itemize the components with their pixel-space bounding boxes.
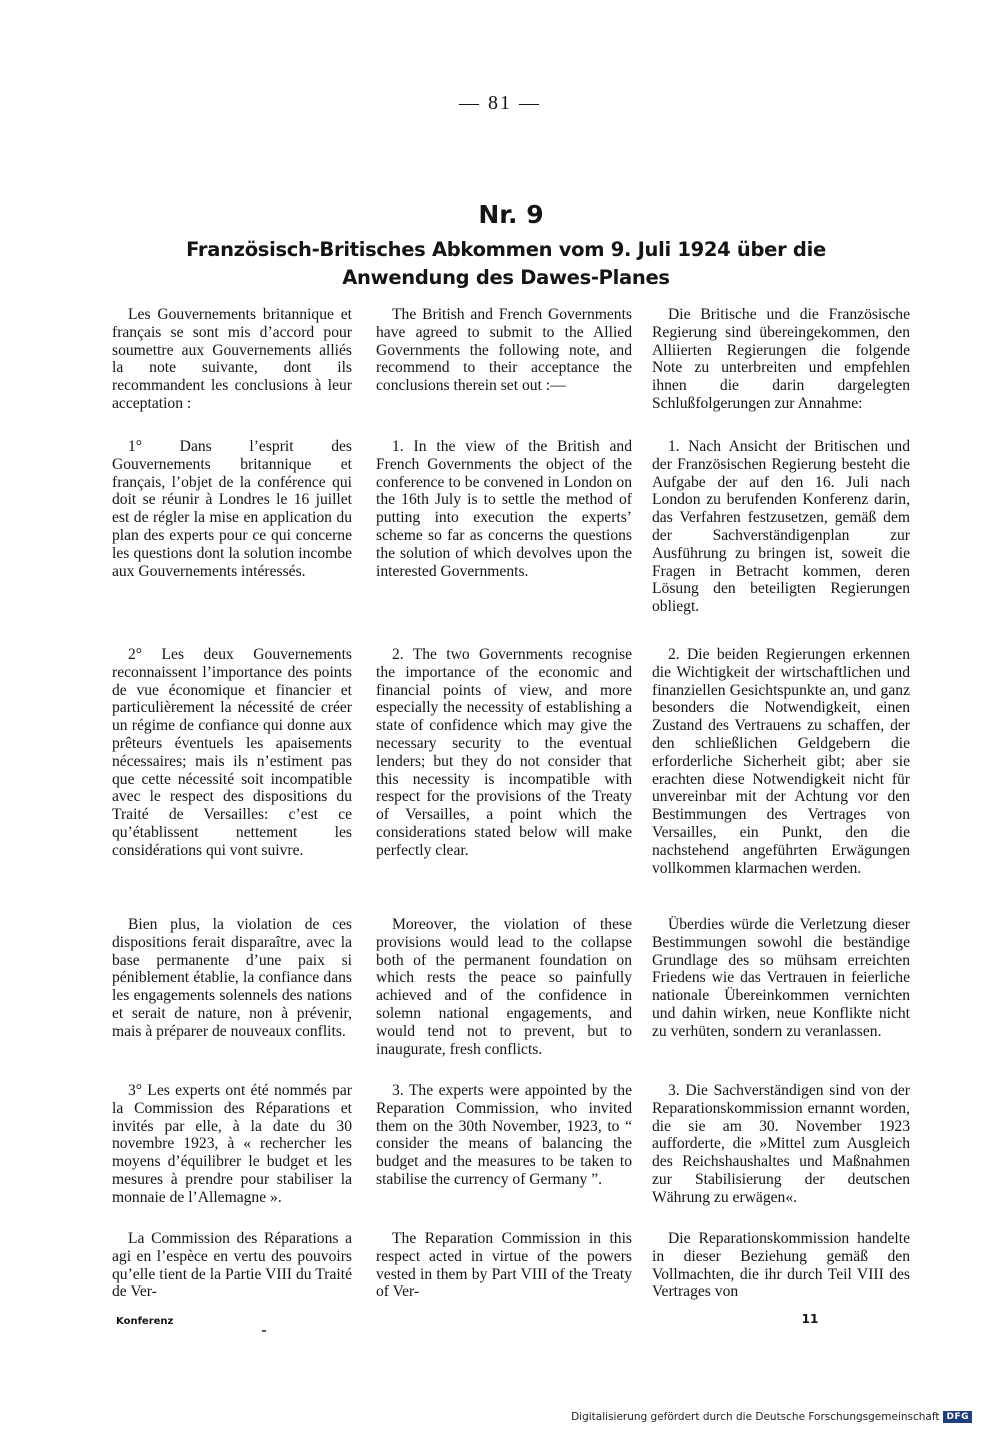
document-number: Nr. 9	[478, 200, 544, 229]
german-paragraph: 3. Die Sachverständigen sind von der Reparationskommission ernannt worden, die sie am 30. November 1923 aufforderte, die »Mittel zum Ausgleich des Reichshaushaltes und Maßnahmen zur Stabilisierung der deutschen Währung zu erwägen«.	[652, 1082, 910, 1206]
english-paragraph: 3. The experts were appointed by the Reparation Commission, who invited them on the 30th November, 1923, to “ consider the means of balancing the budget and the measures to be taken to stabilise the currency of Germany ”.	[376, 1082, 632, 1188]
signature-mark: Konferenz	[116, 1316, 174, 1327]
german-paragraph: 1. Nach Ansicht der Britischen und der Französischen Regierung besteht die Aufgabe der auf den 16. Juli nach London zu berufenden Konferenz darin, das Verfahren festzusetzen, gemäß dem der Sachverständigenplan zur Ausführung zu bringen ist, soweit die Fragen in Betracht kommen, deren Lösung den beteiligten Regierungen obliegt.	[652, 438, 910, 616]
french-paragraph: 1° Dans l’esprit des Gouvernements britannique et français, l’objet de la conférence qui doit se réunir à Londres le 16 juillet est de régler la mise en application du plan des experts pour ce qui concerne les questions dont la solution incombe aux Gouvernements intéressés.	[112, 438, 352, 580]
german-paragraph: Die Britische und die Französische Regierung sind übereingekommen, den Alliierten Regierungen die folgende Note zu unterbreiten und empfehlen ihnen die darin dargelegten Schlußfolgerungen zur Annahme:	[652, 306, 910, 412]
credit-text: Digitalisierung gefördert durch die Deutsche Forschungsgemeinschaft	[571, 1411, 940, 1423]
divider	[262, 1330, 266, 1332]
french-paragraph: Bien plus, la violation de ces dispositions ferait disparaître, avec la base permanente d’une paix si péniblement établie, la confiance dans les engagements solennels des nations et serait de nature, non à prévenir, mais à préparer de nouveaux conflits.	[112, 916, 352, 1040]
german-paragraph: 2. Die beiden Regierungen erkennen die Wichtigkeit der wirtschaftlichen und finanziellen Gesichtspunkte an, und ganz besonders die Notwendigkeit, einen Zustand des Vertrauens zu schaffen, der den schließlichen Geldgebern die erforderliche Sicherheit gibt; aber sie erachten diese Notwendigkeit nicht für unvereinbar mit der Achtung vor den Bestimmungen des Vertrages von Versailles, ein Punkt, den die nachstehend angeführten Erwägungen vollkommen klarmachen werden.	[652, 646, 910, 877]
french-paragraph: 2° Les deux Gouvernements reconnaissent l’importance des points de vue économique et financier et particulièrement la nécessité de créer un régime de confiance qui donne aux prêteurs éventuels les apaisements nécessaires; mais ils n’estiment pas que cette nécessité soit incompatible avec le respect des dispositions du Traité de Versailles: c’est ce qu’établissent nettement les considérations qui vont suivre.	[112, 646, 352, 859]
french-paragraph: Les Gouvernements britannique et français se sont mis d’accord pour soumettre aux Gouvernements alliés la note suivante, dont ils recommandent les conclusions à leur acceptation :	[112, 306, 352, 412]
french-paragraph: La Commission des Réparations a agi en l’espèce en vertu des pouvoirs qu’elle tient de la Partie VIII du Traité de Ver-	[112, 1230, 352, 1301]
english-paragraph: The British and French Governments have agreed to submit to the Allied Governments the following note, and recommend to their acceptance the conclusions therein set out :—	[376, 306, 632, 395]
english-paragraph: Moreover, the violation of these provisions would lead to the collapse both of the permanent foundation on which rests the peace so painfully achieved and of the confidence in solemn national engagements, and would tend not to prevent, but to inaugurate, fresh conflicts.	[376, 916, 632, 1058]
sheet-number: 11	[801, 1312, 819, 1326]
english-paragraph: 2. The two Governments recognise the importance of the economic and financial points of view, and more especially the necessity of establishing a state of confidence which may give the necessary security to the eventual lenders; but they do not consider that this necessity is incompatible with respect for the provisions of the Treaty of Versailles, a point which the considerations stated below will make perfectly clear.	[376, 646, 632, 859]
english-paragraph: The Reparation Commission in this respect acted in virtue of the powers vested in them by Part VIII of the Treaty of Ver-	[376, 1230, 632, 1301]
page-number: — 81 —	[459, 92, 541, 114]
german-paragraph: Die Reparationskommission handelte in dieser Beziehung gemäß den Vollmachten, die ihr durch Teil VIII des Vertrages von	[652, 1230, 910, 1301]
french-paragraph: 3° Les experts ont été nommés par la Commission des Réparations et invités par elle, à la date du 30 novembre 1923, à « rechercher les moyens d’équilibrer le budget et les mesures à prendre pour stabiliser la monnaie de l’Allemagne ».	[112, 1082, 352, 1206]
document-title: Französisch-Britisches Abkommen vom 9. Juli 1924 über die Anwendung des Dawes-Planes	[186, 238, 826, 289]
german-paragraph: Überdies würde die Verletzung dieser Bestimmungen sowohl die beständige Grundlage des so mühsam erreichten Friedens wie das Vertrauen in feierliche nationale Übereinkommen vernichten und dahin wirken, neue Konflikte nicht zu verhüten, sondern zu veranlassen.	[652, 916, 910, 1040]
dfg-logo-icon: DFG	[943, 1411, 972, 1423]
digitization-credit	[571, 1411, 972, 1423]
english-paragraph: 1. In the view of the British and French Governments the object of the conference to be convened in London on the 16th July is to settle the method of putting into execution the experts’ scheme so far as concerns the questions the solution of which devolves upon the interested Governments.	[376, 438, 632, 580]
